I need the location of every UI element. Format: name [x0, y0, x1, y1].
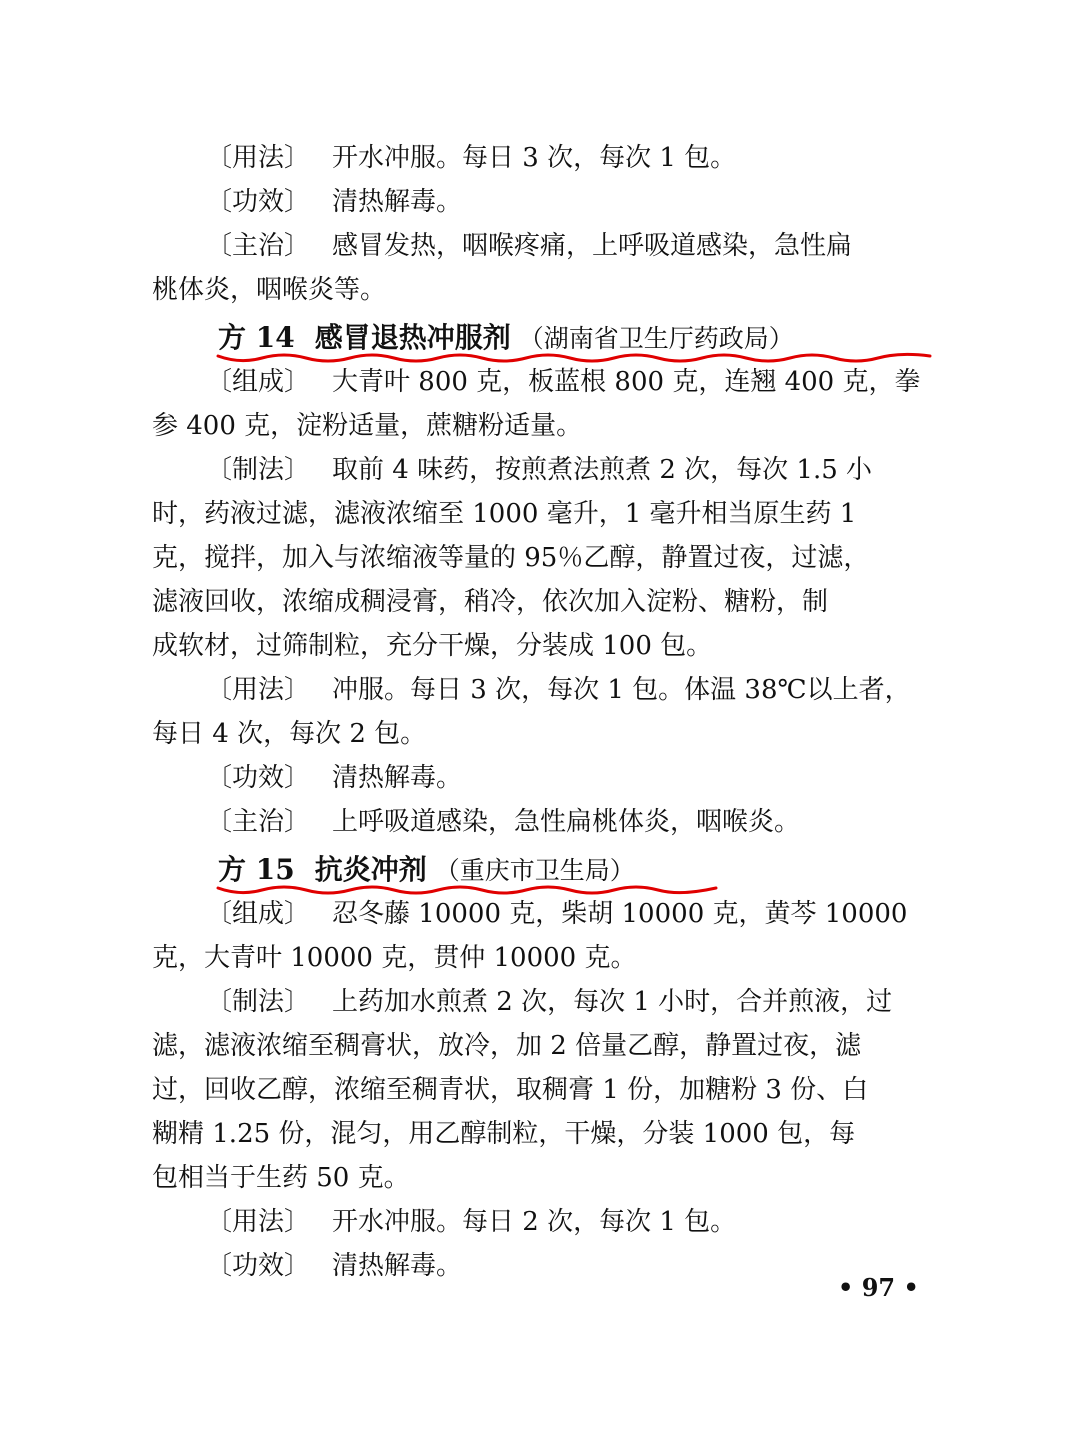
- page-number: • 97 •: [838, 1273, 919, 1302]
- section-text: 滤液回收，浓缩成稠浸膏，稍冷，依次加入淀粉、糖粉，制: [152, 587, 829, 617]
- section-text: 克，大青叶 10000 克，贯仲 10000 克。: [152, 943, 637, 973]
- body-line: [152, 1114, 952, 1154]
- section-text: 时，药液过滤，滤液浓缩至 1000 毫升，1 毫升相当原生药 1: [152, 499, 857, 529]
- recipe-number: 方 14: [218, 321, 295, 354]
- body-line: [152, 1026, 952, 1066]
- section-label: 〔用法〕: [206, 675, 311, 705]
- recipe-15-heading: [218, 848, 635, 892]
- effect-line: [206, 182, 952, 222]
- body-line: [152, 494, 952, 534]
- section-text: 包相当于生药 50 克。: [152, 1163, 410, 1193]
- section-label: 〔制法〕: [206, 987, 311, 1017]
- preparation-line: [206, 982, 952, 1022]
- preparation-line: [206, 450, 952, 490]
- section-text: 克，搅拌，加入与浓缩液等量的 95％乙醇，静置过夜，过滤，: [152, 543, 870, 573]
- body-line: [152, 582, 952, 622]
- section-label: 〔主治〕: [206, 807, 311, 837]
- section-label: 〔功效〕: [206, 763, 311, 793]
- section-label: 〔用法〕: [206, 143, 311, 173]
- usage-line: [206, 138, 952, 178]
- section-text: 过，回收乙醇，浓缩至稠青状，取稠膏 1 份，加糖粉 3 份、白: [152, 1075, 869, 1105]
- section-text: 每日 4 次，每次 2 包。: [152, 719, 427, 749]
- composition-line: [206, 362, 952, 402]
- indication-line: [206, 802, 952, 842]
- usage-line: [206, 1202, 952, 1242]
- composition-line: [206, 894, 952, 934]
- section-text: 忍冬藤 10000 克，柴胡 10000 克，黄芩 10000: [332, 899, 908, 929]
- section-text: 冲服。每日 3 次，每次 1 包。体温 38℃以上者，: [332, 675, 911, 705]
- body-line: [152, 1070, 952, 1110]
- body-line: [152, 938, 952, 978]
- recipe-14-heading: [218, 316, 794, 360]
- section-text: 清热解毒。: [332, 1251, 463, 1281]
- body-line: [152, 538, 952, 578]
- section-label: 〔用法〕: [206, 1207, 311, 1237]
- section-label: 〔主治〕: [206, 231, 311, 261]
- section-text: 开水冲服。每日 3 次，每次 1 包。: [332, 143, 737, 173]
- book-page: [152, 138, 952, 1318]
- section-text: 清热解毒。: [332, 187, 463, 217]
- section-text: 糊精 1.25 份，混匀，用乙醇制粒，干燥，分装 1000 包，每: [152, 1119, 856, 1149]
- section-text: 上呼吸道感染，急性扁桃体炎，咽喉炎。: [332, 807, 801, 837]
- recipe-number: 方 15: [218, 853, 295, 886]
- recipe-title: 抗炎冲剂: [314, 853, 427, 886]
- section-text: 开水冲服。每日 2 次，每次 1 包。: [332, 1207, 737, 1237]
- section-label: 〔组成〕: [206, 899, 311, 929]
- section-label: 〔组成〕: [206, 367, 311, 397]
- section-text: 上药加水煎煮 2 次，每次 1 小时，合并煎液，过: [332, 987, 893, 1017]
- section-text: 桃体炎，咽喉炎等。: [152, 275, 387, 305]
- section-text: 感冒发热，咽喉疼痛，上呼吸道感染，急性扁: [332, 231, 853, 261]
- section-text: 成软材，过筛制粒，充分干燥，分装成 100 包。: [152, 631, 713, 661]
- body-line: [152, 406, 952, 446]
- section-label: 〔制法〕: [206, 455, 311, 485]
- body-line: [152, 270, 952, 310]
- section-text: 大青叶 800 克，板蓝根 800 克，连翘 400 克，拳: [332, 367, 921, 397]
- section-label: 〔功效〕: [206, 187, 311, 217]
- section-text: 清热解毒。: [332, 763, 463, 793]
- body-line: [152, 714, 952, 754]
- body-line: [152, 1158, 952, 1198]
- indication-line: [206, 226, 952, 266]
- body-line: [152, 626, 952, 666]
- recipe-source: （湖南省卫生厅药政局）: [518, 324, 794, 353]
- recipe-title: 感冒退热冲服剂: [314, 321, 511, 354]
- section-label: 〔功效〕: [206, 1251, 311, 1281]
- section-text: 参 400 克，淀粉适量，蔗糖粉适量。: [152, 411, 583, 441]
- effect-line: [206, 758, 952, 798]
- usage-line: [206, 670, 952, 710]
- recipe-source: （重庆市卫生局）: [434, 856, 635, 885]
- section-text: 滤，滤液浓缩至稠膏状，放冷，加 2 倍量乙醇，静置过夜，滤: [152, 1031, 862, 1061]
- section-text: 取前 4 味药，按煎煮法煎煮 2 次，每次 1.5 小: [332, 455, 873, 485]
